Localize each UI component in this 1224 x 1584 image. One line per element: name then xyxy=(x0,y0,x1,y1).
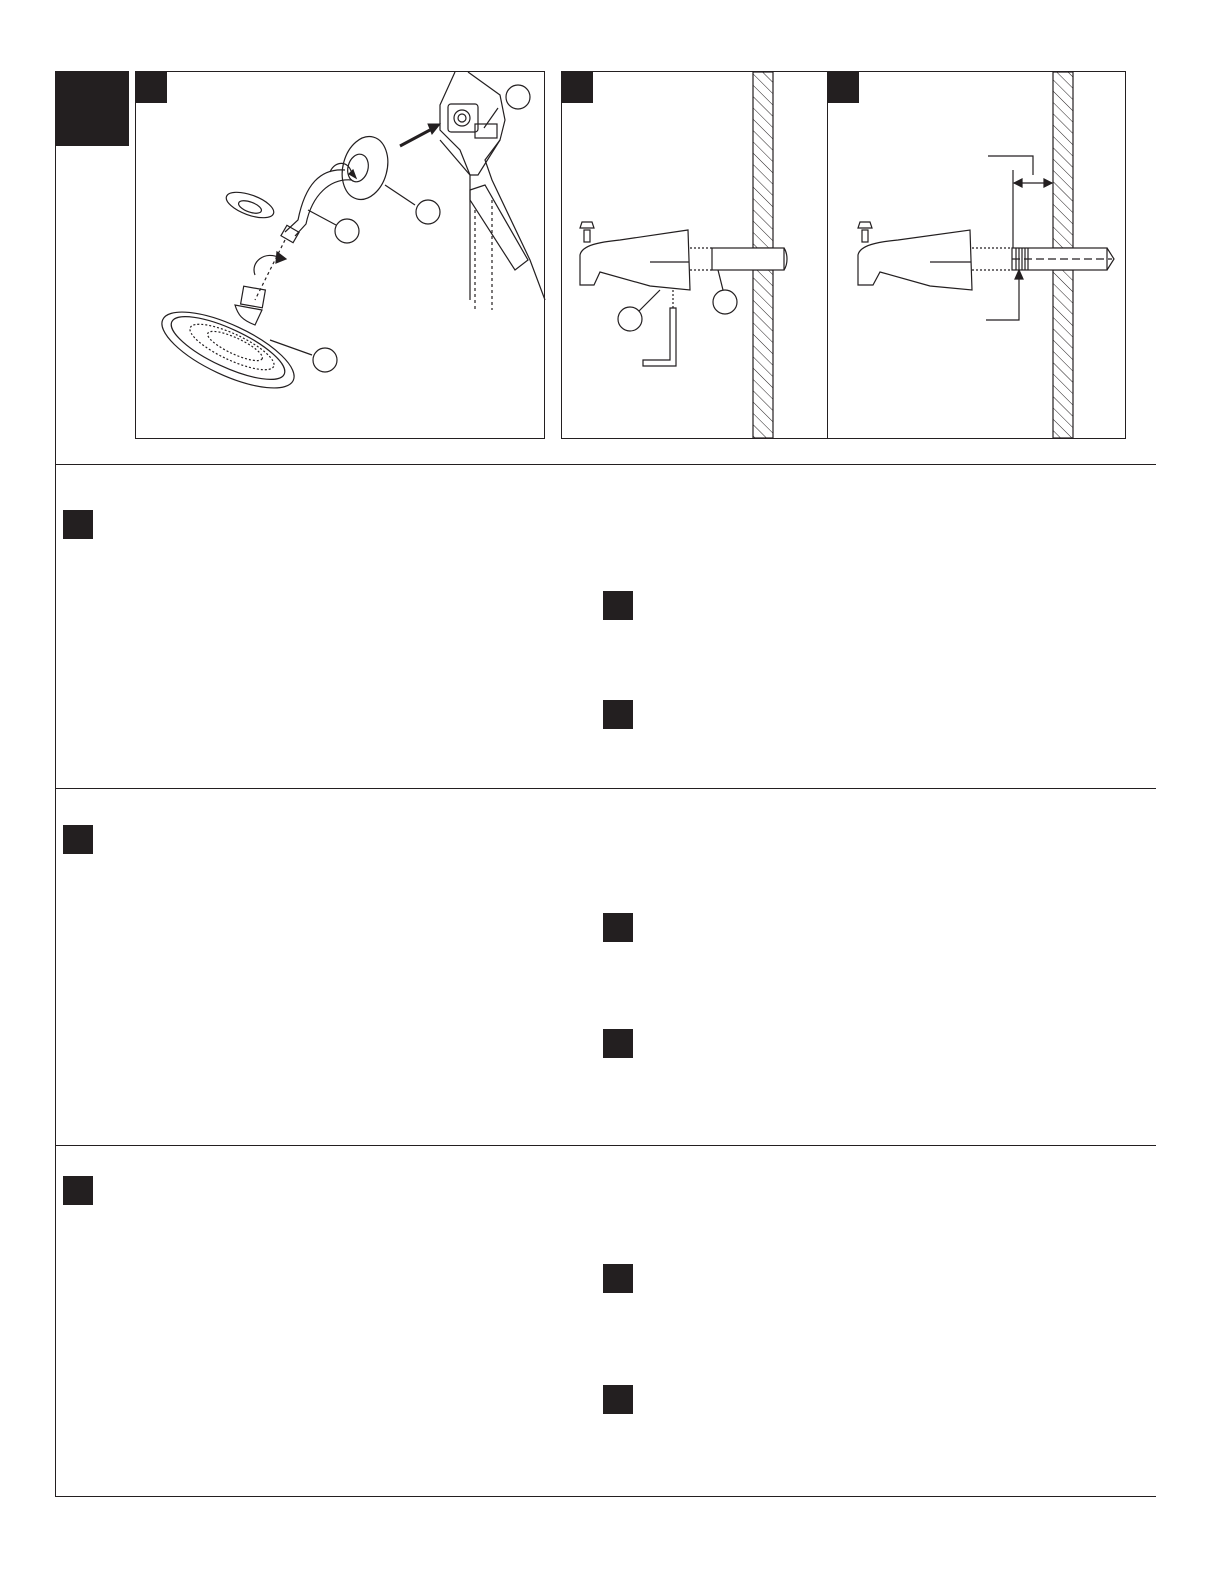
step-marker xyxy=(63,510,93,539)
step-marker xyxy=(603,1029,633,1058)
step-marker xyxy=(603,1264,633,1293)
step-marker xyxy=(603,591,633,620)
step-marker xyxy=(63,1176,93,1205)
step-marker xyxy=(63,825,93,854)
step-marker xyxy=(603,913,633,942)
step-marker xyxy=(603,1385,633,1414)
step-marker xyxy=(603,700,633,729)
